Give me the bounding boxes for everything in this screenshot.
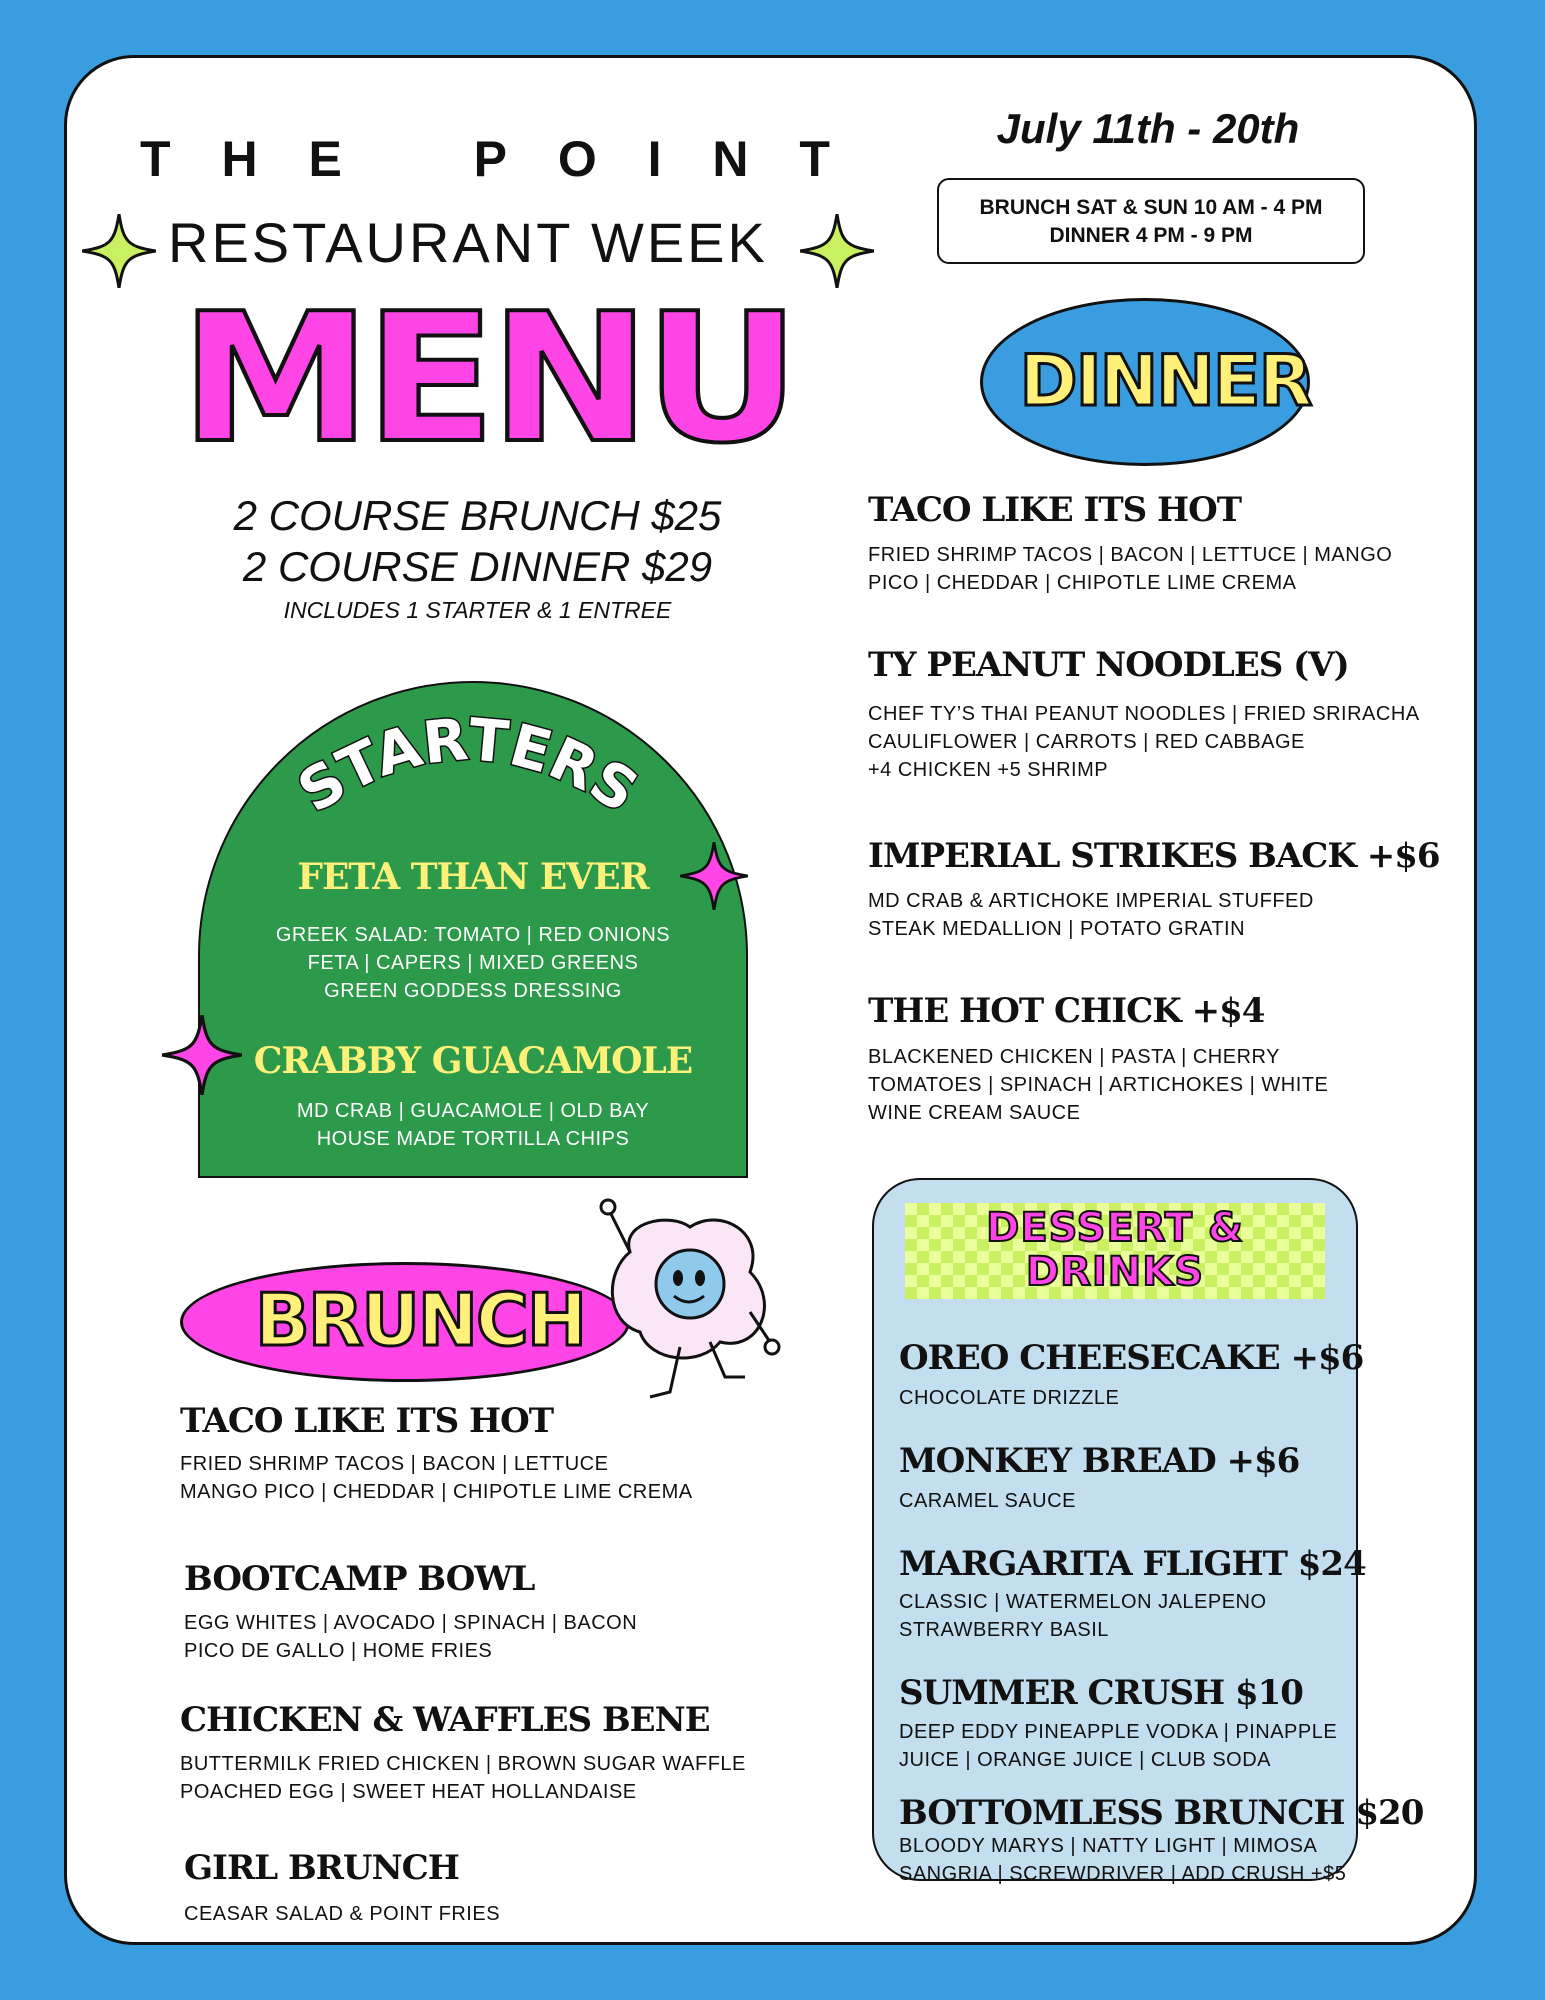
dinner-item-description: FRIED SHRIMP TACOS | BACON | LETTUCE | MANGO PICO | CHEDDAR | CHIPOTLE LIME CREMA	[868, 544, 1393, 594]
drink-item-title: SUMMER CRUSH $10	[899, 1673, 1303, 1713]
sparkle-icon	[800, 214, 874, 288]
drink-item-title: BOTTOMLESS BRUNCH $20	[899, 1793, 1424, 1833]
brunch-hours: BRUNCH SAT & SUN 10 AM - 4 PM	[979, 196, 1323, 219]
menu-title: MENU	[180, 275, 794, 482]
sparkle-icon	[82, 214, 156, 288]
dessert-item-description: CHOCOLATE DRIZZLE	[899, 1387, 1120, 1409]
brand-letter: T	[799, 131, 830, 187]
brunch-price: 2 COURSE BRUNCH $25	[233, 492, 722, 539]
starter-title: FETA THAN EVER	[297, 856, 649, 898]
brunch-item-title: TACO LIKE ITS HOT	[180, 1401, 554, 1441]
dinner-item-title: THE HOT CHICK +$4	[868, 991, 1265, 1031]
dinner-price: 2 COURSE DINNER $29	[242, 543, 713, 590]
brand-letter: E	[308, 131, 342, 187]
starters-heading	[278, 690, 658, 840]
dinner-item-title: TACO LIKE ITS HOT	[868, 490, 1242, 530]
brand-letter: O	[557, 131, 597, 187]
fried-egg-mascot-icon	[590, 1192, 790, 1412]
dinner-item-description: CHEF TY’S THAI PEANUT NOODLES | FRIED SRIRACHA CAULIFLOWER | CARROTS | RED CABBAGE +4 CHICKEN +5 SHRIMP	[868, 703, 1420, 781]
brand-letter: H	[221, 131, 258, 187]
brunch-item-description: CEASAR SALAD & POINT FRIES	[184, 1903, 501, 1925]
brunch-item-title: BOOTCAMP BOWL	[184, 1559, 535, 1599]
dessert-item-description: CARAMEL SAUCE	[899, 1490, 1076, 1512]
brunch-item-title: GIRL BRUNCH	[184, 1848, 459, 1888]
dessert-item-title: MONKEY BREAD +$6	[899, 1441, 1300, 1481]
starter-description: MD CRAB | GUACAMOLE | OLD BAY HOUSE MADE TORTILLA CHIPS	[296, 1100, 650, 1150]
hours-box	[937, 178, 1365, 264]
includes-note: INCLUDES 1 STARTER & 1 ENTREE	[283, 597, 672, 623]
brunch-item-description: FRIED SHRIMP TACOS | BACON | LETTUCE MANGO PICO | CHEDDAR | CHIPOTLE LIME CREMA	[180, 1453, 693, 1503]
brand-name	[140, 130, 830, 188]
brunch-item-description: BUTTERMILK FRIED CHICKEN | BROWN SUGAR WAFFLE POACHED EGG | SWEET HEAT HOLLANDAISE	[180, 1753, 746, 1803]
drink-item-description: CLASSIC | WATERMELON JALEPENO STRAWBERRY BASIL	[899, 1591, 1267, 1641]
dinner-item-description: MD CRAB & ARTICHOKE IMPERIAL STUFFED STEAK MEDALLION | POTATO GRATIN	[868, 890, 1314, 940]
svg-text:STARTERS: STARTERS	[286, 705, 650, 826]
drink-item-title: MARGARITA FLIGHT $24	[899, 1544, 1366, 1584]
starter-title: CRABBY GUACAMOLE	[253, 1040, 693, 1082]
brand-letter: T	[140, 131, 171, 187]
dinner-heading: DINNER	[1019, 340, 1311, 422]
dinner-item-title: TY PEANUT NOODLES (V)	[868, 645, 1349, 685]
dessert-item-title: OREO CHEESECAKE +$6	[899, 1338, 1364, 1378]
dinner-item-description: BLACKENED CHICKEN | PASTA | CHERRY TOMATOES | SPINACH | ARTICHOKES | WHITE WINE CREAM SAUCE	[868, 1046, 1329, 1124]
brunch-heading: BRUNCH	[255, 1278, 586, 1362]
dessert-drinks-heading: DESSERT & DRINKS	[986, 1205, 1244, 1295]
dinner-hours: DINNER 4 PM - 9 PM	[1049, 224, 1253, 247]
drink-item-description: DEEP EDDY PINEAPPLE VODKA | PINAPPLE JUICE | ORANGE JUICE | CLUB SODA	[899, 1721, 1338, 1771]
brand-letter: I	[647, 131, 662, 187]
restaurant-week-subtitle: RESTAURANT WEEK	[168, 211, 768, 274]
brand-letter: P	[473, 131, 507, 187]
brand-letter: N	[712, 131, 749, 187]
starter-description: GREEK SALAD: TOMATO | RED ONIONS FETA | CAPERS | MIXED GREENS GREEN GODDESS DRESSING	[275, 924, 671, 1002]
dinner-item-title: IMPERIAL STRIKES BACK +$6	[868, 836, 1440, 876]
drink-item-description: BLOODY MARYS | NATTY LIGHT | MIMOSA SANGRIA | SCREWDRIVER | ADD CRUSH +$5	[899, 1835, 1347, 1885]
brunch-item-title: CHICKEN & WAFFLES BENE	[180, 1700, 710, 1740]
event-dates: July 11th - 20th	[996, 105, 1300, 152]
brunch-item-description: EGG WHITES | AVOCADO | SPINACH | BACON PICO DE GALLO | HOME FRIES	[184, 1612, 638, 1662]
